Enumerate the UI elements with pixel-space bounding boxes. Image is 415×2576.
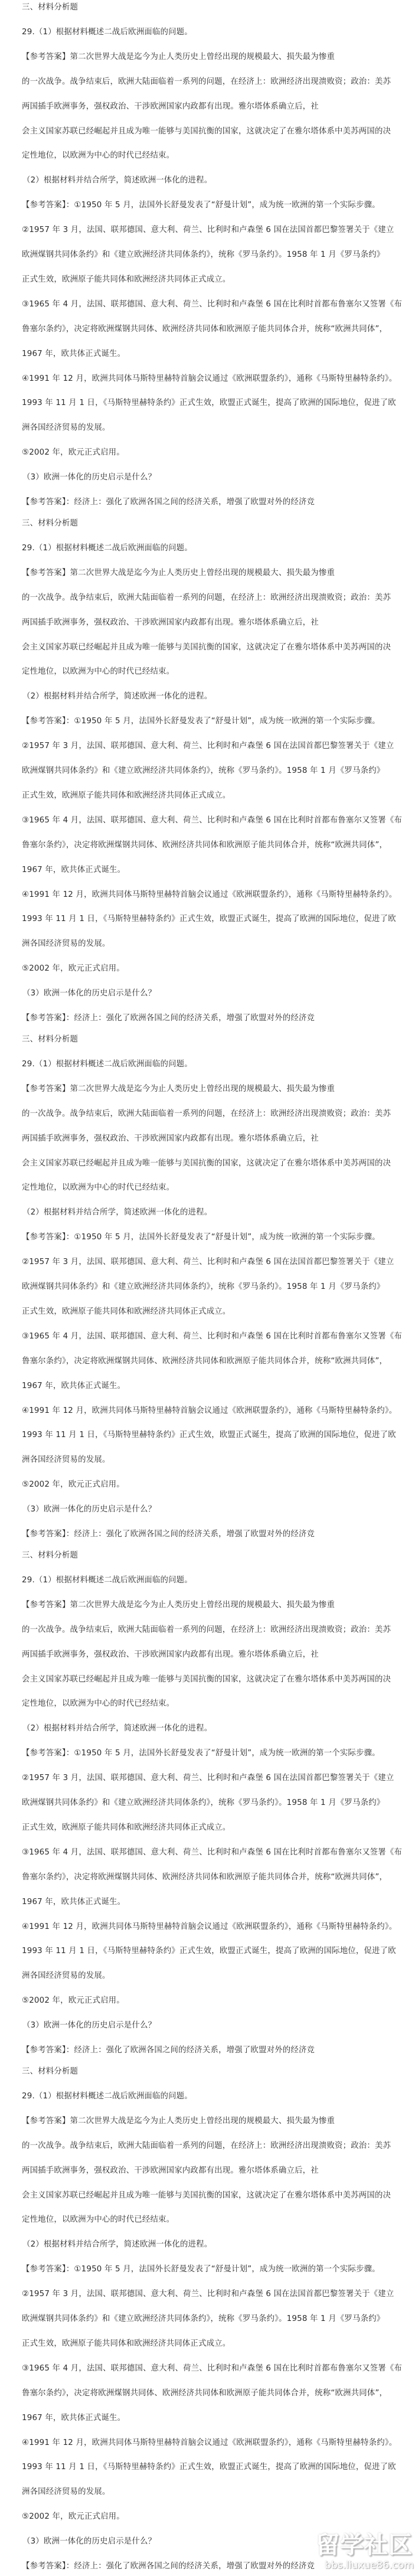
question-text: （2）根据材料并结合所学，简述欧洲一体化的进程。: [22, 1208, 213, 1217]
answer-text: 1967 年，欧共体正式诞生。: [22, 865, 126, 874]
question-text: 29.（1）根据材料概述二战后欧洲面临的问题。: [22, 543, 192, 553]
answer-text: 【参考答案】：①1950 年 5 月，法国外长舒曼发表了“舒曼计划”，成为统一欧洲的第一个实际步骤。: [22, 717, 380, 726]
answer-text: 正式生效，欧洲原子能共同体和欧洲经济共同体正式成立。: [22, 2339, 231, 2348]
answer-text: ⑤2002 年，欧元正式启用。: [22, 1480, 125, 1490]
answer-text: 【参考答案】：经济上：强化了欧洲各国之间的经济关系，增强了欧盟对外的经济竞: [22, 1014, 315, 1023]
answer-text: 洲各国经济贸易的发展。: [22, 423, 110, 433]
answer-text: 1993 年 11 月 1 日，《马斯特里赫特条约》正式生效，欧盟正式诞生，提高了欧洲的国际地位，促进了欧: [22, 915, 396, 924]
answer-text: ④1991 年 12 月，欧洲共同体马斯特里赫特首脑会议通过《欧洲联盟条约》，通称《马斯特里赫特条约》。: [22, 374, 397, 383]
answer-text: 1993 年 11 月 1 日，《马斯特里赫特条约》正式生效，欧盟正式诞生，提高了欧洲的国际地位，促进了欧: [22, 1431, 396, 1440]
answer-text: 定性地位，以欧洲为中心的时代已经结束。: [22, 667, 175, 677]
answer-text: 【参考答案】第二次世界大战是迄今为止人类历史上曾经出现的规模最大、损失最为惨重: [22, 568, 335, 577]
answer-text: 【参考答案】：经济上：强化了欧洲各国之间的经济关系，增强了欧盟对外的经济竞: [22, 498, 315, 507]
answer-text: 的一次战争。战争结束后，欧洲大陆面临着一系列的问题，在经济上：欧洲经济出现溃败资；政治：美苏: [22, 593, 391, 602]
question-text: （2）根据材料并结合所学，简述欧洲一体化的进程。: [22, 2240, 213, 2249]
answer-text: 欧洲煤钢共同体条约》和《建立欧洲经济共同体条约》，统称《罗马条约》。1958 年 1 月《罗马条约》: [22, 1798, 385, 1807]
answer-text: 正式生效，欧洲原子能共同体和欧洲经济共同体正式成立。: [22, 791, 231, 800]
section-heading: 三、材料分析题: [22, 3, 79, 12]
answer-text: 【参考答案】：经济上：强化了欧洲各国之间的经济关系，增强了欧盟对外的经济竞: [22, 2046, 315, 2055]
answer-text: 欧洲煤钢共同体条约》和《建立欧洲经济共同体条约》，统称《罗马条约》。1958 年 1 月《罗马条约》: [22, 250, 385, 259]
answer-text: ④1991 年 12 月，欧洲共同体马斯特里赫特首脑会议通过《欧洲联盟条约》，通称《马斯特里赫特条约》。: [22, 1922, 397, 1931]
answer-text: 会主义国家苏联已经崛起并且成为唯一能够与美国抗衡的国家，这就决定了在雅尔塔体系中美苏两国的决: [22, 2190, 391, 2200]
answer-text: 洲各国经济贸易的发展。: [22, 1455, 110, 1465]
answer-text: 1967 年，欧共体正式诞生。: [22, 349, 126, 358]
answer-text: 会主义国家苏联已经崛起并且成为唯一能够与美国抗衡的国家，这就决定了在雅尔塔体系中美苏两国的决: [22, 1158, 391, 1168]
section-heading: 三、材料分析题: [22, 1035, 79, 1044]
question-text: （3）欧洲一体化的历史启示是什么？: [22, 1505, 156, 1514]
answer-text: 正式生效，欧洲原子能共同体和欧洲经济共同体正式成立。: [22, 1823, 231, 1832]
answer-text: 1993 年 11 月 1 日，《马斯特里赫特条约》正式生效，欧盟正式诞生，提高了欧洲的国际地位，促进了欧: [22, 2463, 396, 2472]
question-text: 29.（1）根据材料概述二战后欧洲面临的问题。: [22, 1059, 192, 1069]
answer-text: 会主义国家苏联已经崛起并且成为唯一能够与美国抗衡的国家，这就决定了在雅尔塔体系中美苏两国的决: [22, 642, 391, 652]
answer-text: 1967 年，欧共体正式诞生。: [22, 1381, 126, 1390]
answer-text: 1993 年 11 月 1 日，《马斯特里赫特条约》正式生效，欧盟正式诞生，提高了欧洲的国际地位，促进了欧: [22, 399, 396, 408]
answer-text: ⑤2002 年，欧元正式启用。: [22, 448, 125, 458]
answer-text: 1993 年 11 月 1 日，《马斯特里赫特条约》正式生效，欧盟正式诞生，提高了欧洲的国际地位，促进了欧: [22, 1947, 396, 1956]
answer-text: ②1957 年 3 月，法国、联邦德国、意大利、荷兰、比利时和卢森堡 6 国在法国首都巴黎签署关于《建立: [22, 1258, 394, 1267]
question-text: （3）欧洲一体化的历史启示是什么？: [22, 2021, 156, 2030]
answer-text: 鲁塞尔条约》，决定将欧洲煤钢共同体、欧洲经济共同体和欧洲原子能共同体合并，统称“欧洲共同体”，: [22, 2388, 388, 2398]
answer-text: 鲁塞尔条约》，决定将欧洲煤钢共同体、欧洲经济共同体和欧洲原子能共同体合并，统称“欧洲共同体”，: [22, 1872, 388, 1882]
answer-text: 定性地位，以欧洲为中心的时代已经结束。: [22, 2215, 175, 2225]
answer-text: 会主义国家苏联已经崛起并且成为唯一能够与美国抗衡的国家，这就决定了在雅尔塔体系中美苏两国的决: [22, 126, 391, 136]
question-text: 29.（1）根据材料概述二战后欧洲面临的问题。: [22, 1575, 192, 1585]
answer-text: ③1965 年 4 月，法国、联邦德国、意大利、荷兰、比利时和卢森堡 6 国在比利时首都布鲁塞尔又签署《布: [22, 815, 403, 825]
answer-text: 两国插手欧洲事务，强权政治、干涉欧洲国家内政都有出现。雅尔塔体系确立后，社: [22, 1650, 319, 1659]
answer-text: 【参考答案】第二次世界大战是迄今为止人类历史上曾经出现的规模最大、损失最为惨重: [22, 1084, 335, 1093]
answer-text: 欧洲煤钢共同体条约》和《建立欧洲经济共同体条约》，统称《罗马条约》。1958 年 1 月《罗马条约》: [22, 2314, 385, 2323]
answer-text: 鲁塞尔条约》，决定将欧洲煤钢共同体、欧洲经济共同体和欧洲原子能共同体合并，统称“欧洲共同体”，: [22, 324, 388, 334]
answer-text: 【参考答案】：①1950 年 5 月，法国外长舒曼发表了“舒曼计划”，成为统一欧洲的第一个实际步骤。: [22, 1233, 380, 1242]
answer-text: 欧洲煤钢共同体条约》和《建立欧洲经济共同体条约》，统称《罗马条约》。1958 年 1 月《罗马条约》: [22, 1282, 385, 1291]
answer-text: 定性地位，以欧洲为中心的时代已经结束。: [22, 1183, 175, 1193]
answer-text: 正式生效，欧洲原子能共同体和欧洲经济共同体正式成立。: [22, 1307, 231, 1316]
question-text: （2）根据材料并结合所学，简述欧洲一体化的进程。: [22, 1724, 213, 1733]
answer-text: 【参考答案】第二次世界大战是迄今为止人类历史上曾经出现的规模最大、损失最为惨重: [22, 2116, 335, 2126]
answer-text: 两国插手欧洲事务，强权政治、干涉欧洲国家内政都有出现。雅尔塔体系确立后，社: [22, 618, 319, 627]
answer-text: 【参考答案】第二次世界大战是迄今为止人类历史上曾经出现的规模最大、损失最为惨重: [22, 1600, 335, 1609]
answer-text: 鲁塞尔条约》，决定将欧洲煤钢共同体、欧洲经济共同体和欧洲原子能共同体合并，统称“欧洲共同体”，: [22, 840, 388, 850]
answer-text: ②1957 年 3 月，法国、联邦德国、意大利、荷兰、比利时和卢森堡 6 国在法国首都巴黎签署关于《建立: [22, 742, 394, 751]
answer-text: 两国插手欧洲事务，强权政治、干涉欧洲国家内政都有出现。雅尔塔体系确立后，社: [22, 1134, 319, 1143]
watermark-logo-text: 留学社区: [316, 2532, 413, 2559]
answer-text: 洲各国经济贸易的发展。: [22, 939, 110, 949]
question-text: 29.（1）根据材料概述二战后欧洲面临的问题。: [22, 2091, 192, 2101]
answer-text: ⑤2002 年，欧元正式启用。: [22, 1996, 125, 2006]
answer-text: 的一次战争。战争结束后，欧洲大陆面临着一系列的问题，在经济上：欧洲经济出现溃败资；政治：美苏: [22, 2141, 391, 2150]
answer-text: 两国插手欧洲事务，强权政治、干涉欧洲国家内政都有出现。雅尔塔体系确立后，社: [22, 102, 319, 111]
answer-text: 会主义国家苏联已经崛起并且成为唯一能够与美国抗衡的国家，这就决定了在雅尔塔体系中美苏两国的决: [22, 1674, 391, 1684]
answer-text: 的一次战争。战争结束后，欧洲大陆面临着一系列的问题，在经济上：欧洲经济出现溃败资；政治：美苏: [22, 77, 391, 86]
answer-text: ②1957 年 3 月，法国、联邦德国、意大利、荷兰、比利时和卢森堡 6 国在法国首都巴黎签署关于《建立: [22, 2290, 394, 2299]
answer-text: 洲各国经济贸易的发展。: [22, 2487, 110, 2497]
answer-text: 1967 年，欧共体正式诞生。: [22, 2413, 126, 2422]
question-text: 29.（1）根据材料概述二战后欧洲面临的问题。: [22, 27, 192, 37]
answer-text: ③1965 年 4 月，法国、联邦德国、意大利、荷兰、比利时和卢森堡 6 国在比利时首都布鲁塞尔又签署《布: [22, 299, 403, 309]
answer-text: 【参考答案】：经济上：强化了欧洲各国之间的经济关系，增强了欧盟对外的经济竞: [22, 1530, 315, 1539]
question-text: （2）根据材料并结合所学，简述欧洲一体化的进程。: [22, 692, 213, 701]
answer-text: ③1965 年 4 月，法国、联邦德国、意大利、荷兰、比利时和卢森堡 6 国在比利时首都布鲁塞尔又签署《布: [22, 1331, 403, 1341]
answer-text: ⑤2002 年，欧元正式启用。: [22, 2512, 125, 2522]
answer-text: 【参考答案】：①1950 年 5 月，法国外长舒曼发表了“舒曼计划”，成为统一欧洲的第一个实际步骤。: [22, 201, 380, 210]
answer-text: ③1965 年 4 月，法国、联邦德国、意大利、荷兰、比利时和卢森堡 6 国在比利时首都布鲁塞尔又签署《布: [22, 1847, 403, 1857]
answer-text: ③1965 年 4 月，法国、联邦德国、意大利、荷兰、比利时和卢森堡 6 国在比利时首都布鲁塞尔又签署《布: [22, 2363, 403, 2373]
answer-text: 两国插手欧洲事务，强权政治、干涉欧洲国家内政都有出现。雅尔塔体系确立后，社: [22, 2166, 319, 2175]
question-text: （3）欧洲一体化的历史启示是什么？: [22, 989, 156, 998]
answer-text: 欧洲煤钢共同体条约》和《建立欧洲经济共同体条约》，统称《罗马条约》。1958 年 1 月《罗马条约》: [22, 766, 385, 775]
answer-text: 定性地位，以欧洲为中心的时代已经结束。: [22, 151, 175, 161]
section-heading: 三、材料分析题: [22, 1551, 79, 1560]
answer-text: ②1957 年 3 月，法国、联邦德国、意大利、荷兰、比利时和卢森堡 6 国在法国首都巴黎签署关于《建立: [22, 226, 394, 235]
answer-text: ⑤2002 年，欧元正式启用。: [22, 964, 125, 974]
answer-text: ④1991 年 12 月，欧洲共同体马斯特里赫特首脑会议通过《欧洲联盟条约》，通称《马斯特里赫特条约》。: [22, 890, 397, 899]
answer-text: 的一次战争。战争结束后，欧洲大陆面临着一系列的问题，在经济上：欧洲经济出现溃败资；政治：美苏: [22, 1625, 391, 1634]
answer-text: ④1991 年 12 月，欧洲共同体马斯特里赫特首脑会议通过《欧洲联盟条约》，通称《马斯特里赫特条约》。: [22, 1406, 397, 1415]
answer-text: 【参考答案】第二次世界大战是迄今为止人类历史上曾经出现的规模最大、损失最为惨重: [22, 52, 335, 61]
answer-text: 鲁塞尔条约》，决定将欧洲煤钢共同体、欧洲经济共同体和欧洲原子能共同体合并，统称“欧洲共同体”，: [22, 1356, 388, 1366]
answer-text: 【参考答案】：①1950 年 5 月，法国外长舒曼发表了“舒曼计划”，成为统一欧洲的第一个实际步骤。: [22, 2265, 380, 2274]
answer-text: ④1991 年 12 月，欧洲共同体马斯特里赫特首脑会议通过《欧洲联盟条约》，通称《马斯特里赫特条约》。: [22, 2438, 397, 2447]
question-text: （3）欧洲一体化的历史启示是什么？: [22, 473, 156, 482]
question-text: （3）欧洲一体化的历史启示是什么？: [22, 2537, 156, 2546]
watermark-url-text: bbs.liuxue86.com: [325, 2559, 414, 2571]
answer-text: 正式生效，欧洲原子能共同体和欧洲经济共同体正式成立。: [22, 275, 231, 284]
section-heading: 三、材料分析题: [22, 519, 79, 528]
answer-text: 的一次战争。战争结束后，欧洲大陆面临着一系列的问题，在经济上：欧洲经济出现溃败资；政治：美苏: [22, 1109, 391, 1118]
answer-text: 【参考答案】：①1950 年 5 月，法国外长舒曼发表了“舒曼计划”，成为统一欧洲的第一个实际步骤。: [22, 1749, 380, 1758]
question-text: （2）根据材料并结合所学，简述欧洲一体化的进程。: [22, 176, 213, 185]
answer-text: 1967 年，欧共体正式诞生。: [22, 1897, 126, 1906]
answer-text: ②1957 年 3 月，法国、联邦德国、意大利、荷兰、比利时和卢森堡 6 国在法国首都巴黎签署关于《建立: [22, 1774, 394, 1783]
answer-text: 【参考答案】：经济上：强化了欧洲各国之间的经济关系，增强了欧盟对外的经济竞: [22, 2562, 315, 2571]
answer-text: 洲各国经济贸易的发展。: [22, 1971, 110, 1981]
answer-text: 定性地位，以欧洲为中心的时代已经结束。: [22, 1699, 175, 1709]
section-heading: 三、材料分析题: [22, 2067, 79, 2076]
